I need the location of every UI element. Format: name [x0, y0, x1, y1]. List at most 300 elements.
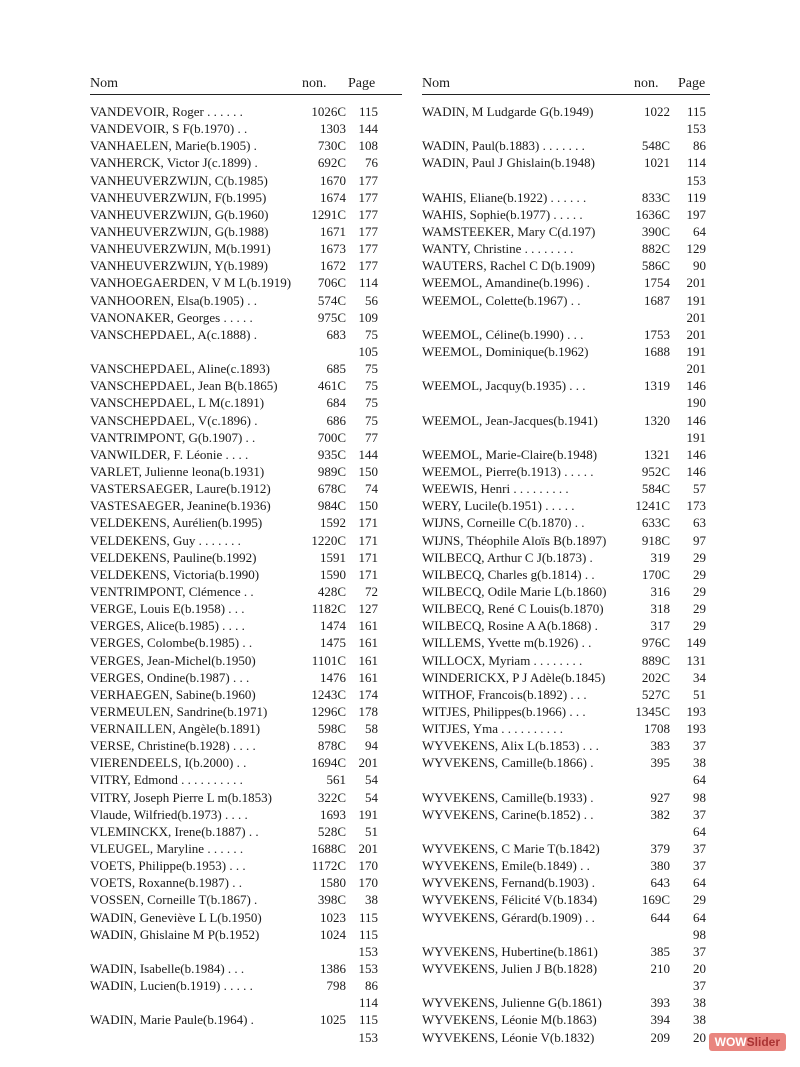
entry-name: WYVEKENS, Gérard(b.1909) . . — [422, 909, 595, 925]
index-entry — [90, 1029, 402, 1046]
entry-non: 1590 — [320, 566, 346, 582]
index-entry — [422, 172, 710, 189]
entry-non: 1241C — [635, 498, 670, 514]
index-entry — [422, 480, 710, 497]
entry-non: 209 — [650, 1029, 670, 1045]
entry-name: VELDEKENS, Pauline(b.1992) — [90, 549, 257, 565]
index-entry — [422, 326, 710, 343]
index-entry — [90, 771, 402, 788]
index-entry — [90, 223, 402, 240]
index-entry — [90, 583, 402, 600]
entry-name: VANHAELEN, Marie(b.1905) . — [90, 138, 257, 154]
entry-name: VOETS, Roxanne(b.1987) . . — [90, 875, 243, 891]
entry-name: WADIN, Geneviève L L(b.1950) — [90, 909, 262, 925]
entry-non: 683 — [326, 326, 346, 342]
entry-page: 191 — [686, 292, 706, 308]
index-entry — [90, 343, 402, 360]
entry-non: 574C — [317, 292, 346, 308]
entry-page: 75 — [365, 395, 378, 411]
entry-page: 64 — [693, 223, 706, 239]
entry-non: 976C — [641, 635, 670, 651]
index-entry — [422, 943, 710, 960]
entry-non: 935C — [317, 446, 346, 462]
entry-non: 1243C — [311, 686, 346, 702]
entry-non: 317 — [650, 618, 670, 634]
entry-page: 161 — [358, 652, 378, 668]
index-entry — [422, 377, 710, 394]
entry-non: 1022 — [644, 104, 670, 119]
index-entry — [90, 206, 402, 223]
entry-page: 51 — [693, 686, 706, 702]
entry-page: 37 — [693, 841, 706, 857]
entry-page: 201 — [686, 309, 706, 325]
entry-non: 1320 — [644, 412, 670, 428]
entry-page: 20 — [693, 1029, 706, 1045]
entry-name: VANHEUVERZWIJN, M(b.1991) — [90, 241, 271, 257]
entry-page: 115 — [358, 909, 378, 925]
index-entry — [90, 823, 402, 840]
entry-page: 63 — [693, 515, 706, 531]
index-entry — [422, 977, 710, 994]
index-entry — [422, 737, 710, 754]
entry-page: 146 — [686, 463, 706, 479]
entry-page: 75 — [365, 412, 378, 428]
entry-non: 1674 — [320, 189, 346, 205]
index-entry — [90, 120, 402, 137]
index-entry — [90, 789, 402, 806]
index-entry — [90, 566, 402, 583]
entry-page: 72 — [365, 583, 378, 599]
index-entry — [90, 549, 402, 566]
entry-page: 144 — [358, 446, 378, 462]
index-entry — [422, 240, 710, 257]
index-rows-right — [422, 103, 710, 1046]
index-entry — [90, 360, 402, 377]
entry-name: VERNAILLEN, Angèle(b.1891) — [90, 721, 261, 737]
index-column-right — [422, 76, 710, 1046]
entry-page: 129 — [686, 241, 706, 257]
entry-non: 1303 — [320, 121, 346, 137]
entry-name: VANSCHEPDAEL, Jean B(b.1865) — [90, 378, 278, 394]
index-entry — [90, 326, 402, 343]
index-entry — [422, 720, 710, 737]
index-entry — [90, 686, 402, 703]
entry-name: VANTRIMPONT, G(b.1907) . . — [90, 429, 256, 445]
entry-non: 1476 — [320, 669, 346, 685]
index-entry — [422, 103, 710, 120]
index-entry — [422, 926, 710, 943]
entry-page: 34 — [693, 669, 706, 685]
entry-page: 29 — [693, 566, 706, 582]
entry-non: 1688 — [644, 343, 670, 359]
index-entry — [90, 600, 402, 617]
entry-non: 428C — [317, 583, 346, 599]
entry-non: 678C — [317, 481, 346, 497]
entry-non: 548C — [641, 138, 670, 154]
index-entry — [422, 1029, 710, 1046]
index-entry — [422, 1011, 710, 1028]
entry-page: 173 — [686, 498, 706, 514]
entry-non: 878C — [317, 738, 346, 754]
entry-page: 171 — [358, 515, 378, 531]
entry-page: 38 — [693, 755, 706, 771]
entry-name: VASTESAEGER, Jeanine(b.1936) — [90, 498, 271, 514]
entry-page: 153 — [686, 121, 706, 137]
index-entry — [90, 1011, 402, 1028]
entry-name: WINDERICKX, P J Adèle(b.1845) — [422, 669, 606, 685]
entry-page: 115 — [358, 926, 378, 942]
entry-non: 1021 — [644, 155, 670, 171]
entry-page: 38 — [693, 995, 706, 1011]
entry-page: 37 — [693, 978, 706, 994]
entry-page: 56 — [365, 292, 378, 308]
entry-name: WYVEKENS, Camille(b.1866) . — [422, 755, 594, 771]
column-header — [422, 76, 710, 95]
index-entry — [90, 840, 402, 857]
watermark-logo: WOWSlider — [709, 1033, 786, 1051]
entry-non: 1687 — [644, 292, 670, 308]
entry-non: 1670 — [320, 172, 346, 188]
entry-non: 1592 — [320, 515, 346, 531]
entry-page: 153 — [358, 943, 378, 959]
index-entry — [422, 857, 710, 874]
index-entry — [422, 223, 710, 240]
entry-page: 146 — [686, 446, 706, 462]
index-entry — [90, 891, 402, 908]
index-entry — [422, 806, 710, 823]
entry-name: WILBECQ, René C Louis(b.1870) — [422, 601, 604, 617]
entry-name: VOETS, Philippe(b.1953) . . . — [90, 858, 246, 874]
entry-page: 153 — [358, 961, 378, 977]
entry-page: 193 — [686, 721, 706, 737]
entry-name: VANSCHEPDAEL, V(c.1896) . — [90, 412, 258, 428]
entry-name: VANHEUVERZWIJN, G(b.1988) — [90, 223, 269, 239]
index-entry — [422, 309, 710, 326]
entry-page: 29 — [693, 618, 706, 634]
entry-name: VERGES, Colombe(b.1985) . . — [90, 635, 253, 651]
entry-name: WILBECQ, Rosine A A(b.1868) . — [422, 618, 598, 634]
entry-name: WYVEKENS, Hubertine(b.1861) — [422, 943, 598, 959]
entry-name: WADIN, Paul(b.1883) . . . . . . . — [422, 138, 585, 154]
entry-name: WADIN, Isabelle(b.1984) . . . — [90, 961, 245, 977]
entry-name: WYVEKENS, Alix L(b.1853) . . . — [422, 738, 599, 754]
index-entry — [422, 789, 710, 806]
index-entry — [90, 737, 402, 754]
entry-name: VANDEVOIR, S F(b.1970) . . — [90, 121, 248, 137]
entry-name: WEEMOL, Jacquy(b.1935) . . . — [422, 378, 586, 394]
entry-page: 171 — [358, 532, 378, 548]
entry-page: 153 — [686, 172, 706, 188]
entry-name: WYVEKENS, Carine(b.1852) . . — [422, 806, 594, 822]
index-entry — [90, 257, 402, 274]
entry-non: 393 — [650, 995, 670, 1011]
index-entry — [90, 960, 402, 977]
entry-name: WEEMOL, Dominique(b.1962) — [422, 343, 589, 359]
entry-non: 1182C — [311, 601, 346, 617]
index-entry — [422, 412, 710, 429]
entry-non: 598C — [317, 721, 346, 737]
entry-non: 380 — [650, 858, 670, 874]
entry-non: 1693 — [320, 806, 346, 822]
entry-name: VELDEKENS, Aurélien(b.1995) — [90, 515, 263, 531]
entry-page: 119 — [686, 189, 706, 205]
entry-page: 178 — [358, 703, 378, 719]
entry-name: VANHEUVERZWIJN, G(b.1960) — [90, 206, 269, 222]
entry-page: 57 — [693, 481, 706, 497]
entry-page: 20 — [693, 961, 706, 977]
index-entry — [422, 994, 710, 1011]
entry-page: 177 — [358, 206, 378, 222]
index-entry — [90, 377, 402, 394]
entry-name: Vlaude, Wilfried(b.1973) . . . . — [90, 806, 248, 822]
entry-non: 394 — [650, 1012, 670, 1028]
entry-page: 77 — [365, 429, 378, 445]
index-entry — [422, 532, 710, 549]
entry-page: 177 — [358, 241, 378, 257]
entry-non: 385 — [650, 943, 670, 959]
entry-page: 29 — [693, 601, 706, 617]
entry-page: 177 — [358, 223, 378, 239]
entry-page: 98 — [693, 926, 706, 942]
entry-page: 86 — [693, 138, 706, 154]
entry-page: 37 — [693, 738, 706, 754]
entry-name: WYVEKENS, Julienne G(b.1861) — [422, 995, 602, 1011]
entry-non: 379 — [650, 841, 670, 857]
entry-non: 1673 — [320, 241, 346, 257]
entry-name: WEEMOL, Jean-Jacques(b.1941) — [422, 412, 598, 428]
header-nom: Nom — [90, 76, 118, 91]
index-entry — [90, 446, 402, 463]
index-entry — [90, 412, 402, 429]
index-entry — [422, 120, 710, 137]
entry-name: VOSSEN, Corneille T(b.1867) . — [90, 892, 258, 908]
entry-page: 201 — [358, 755, 378, 771]
entry-non: 398C — [317, 892, 346, 908]
entry-name: WEEMOL, Amandine(b.1996) . — [422, 275, 590, 291]
entry-page: 190 — [686, 395, 706, 411]
entry-page: 161 — [358, 618, 378, 634]
entry-name: WAUTERS, Rachel C D(b.1909) — [422, 258, 595, 274]
index-entry — [90, 977, 402, 994]
index-entry — [422, 463, 710, 480]
entry-name: VANWILDER, F. Léonie . . . . — [90, 446, 249, 462]
entry-non: 1386 — [320, 961, 346, 977]
entry-page: 161 — [358, 669, 378, 685]
entry-page: 54 — [365, 789, 378, 805]
entry-page: 191 — [686, 343, 706, 359]
index-entry — [90, 617, 402, 634]
entry-page: 201 — [686, 326, 706, 342]
entry-non: 1101C — [311, 652, 346, 668]
entry-name: WILLEMS, Yvette m(b.1926) . . — [422, 635, 592, 651]
index-entry — [90, 292, 402, 309]
entry-page: 37 — [693, 806, 706, 822]
entry-name: WEEMOL, Pierre(b.1913) . . . . . — [422, 463, 594, 479]
entry-name: VARLET, Julienne leona(b.1931) — [90, 463, 265, 479]
entry-non: 1475 — [320, 635, 346, 651]
entry-name: VASTERSAEGER, Laure(b.1912) — [90, 481, 271, 497]
entry-non: 1220C — [311, 532, 346, 548]
index-entry — [422, 771, 710, 788]
entry-name: VANONAKER, Georges . . . . . — [90, 309, 253, 325]
entry-page: 115 — [358, 104, 378, 119]
entry-page: 193 — [686, 703, 706, 719]
index-entry — [422, 703, 710, 720]
entry-page: 191 — [358, 806, 378, 822]
index-entry — [422, 549, 710, 566]
entry-non: 952C — [641, 463, 670, 479]
entry-name: VELDEKENS, Victoria(b.1990) — [90, 566, 260, 582]
index-entry — [422, 909, 710, 926]
entry-page: 127 — [358, 601, 378, 617]
entry-non: 1694C — [311, 755, 346, 771]
entry-name: WEEMOL, Marie-Claire(b.1948) — [422, 446, 598, 462]
entry-non: 798 — [326, 978, 346, 994]
entry-page: 114 — [358, 995, 378, 1011]
entry-non: 316 — [650, 583, 670, 599]
entry-page: 146 — [686, 412, 706, 428]
entry-non: 395 — [650, 755, 670, 771]
index-column-left — [90, 76, 402, 1046]
entry-page: 150 — [358, 498, 378, 514]
entry-non: 169C — [641, 892, 670, 908]
index-entry — [422, 583, 710, 600]
entry-page: 201 — [686, 361, 706, 377]
index-entry — [90, 274, 402, 291]
entry-page: 144 — [358, 121, 378, 137]
entry-non: 1024 — [320, 926, 346, 942]
entry-name: WADIN, Ghislaine M P(b.1952) — [90, 926, 260, 942]
index-entry — [422, 566, 710, 583]
header-non: non. — [634, 76, 659, 91]
index-entry — [90, 926, 402, 943]
index-entry — [90, 514, 402, 531]
index-entry — [90, 154, 402, 171]
entry-name: WYVEKENS, Julien J B(b.1828) — [422, 961, 598, 977]
entry-name: WYVEKENS, Félicité V(b.1834) — [422, 892, 598, 908]
entry-page: 38 — [693, 1012, 706, 1028]
entry-non: 383 — [650, 738, 670, 754]
entry-non: 1296C — [311, 703, 346, 719]
column-header — [90, 76, 402, 95]
entry-non: 706C — [317, 275, 346, 291]
entry-page: 37 — [693, 858, 706, 874]
entry-non: 390C — [641, 223, 670, 239]
entry-page: 94 — [365, 738, 378, 754]
entry-page: 29 — [693, 583, 706, 599]
entry-page: 29 — [693, 892, 706, 908]
entry-name: WADIN, M Ludgarde G(b.1949) — [422, 104, 594, 119]
entry-non: 700C — [317, 429, 346, 445]
entry-page: 90 — [693, 258, 706, 274]
entry-page: 177 — [358, 189, 378, 205]
entry-non: 644 — [650, 909, 670, 925]
entry-non: 1580 — [320, 875, 346, 891]
entry-non: 1319 — [644, 378, 670, 394]
entry-non: 1753 — [644, 326, 670, 342]
index-entry — [90, 172, 402, 189]
entry-non: 685 — [326, 361, 346, 377]
entry-page: 75 — [365, 361, 378, 377]
entry-name: VANSCHEPDAEL, A(c.1888) . — [90, 326, 257, 342]
entry-name: VERMEULEN, Sandrine(b.1971) — [90, 703, 268, 719]
entry-name: WIJNS, Théophile Aloïs B(b.1897) — [422, 532, 607, 548]
index-entry — [422, 617, 710, 634]
entry-name: VELDEKENS, Guy . . . . . . . — [90, 532, 241, 548]
entry-non: 833C — [641, 189, 670, 205]
entry-page: 161 — [358, 635, 378, 651]
entry-name: WEEMOL, Colette(b.1967) . . — [422, 292, 581, 308]
entry-non: 1636C — [635, 206, 670, 222]
index-entry — [422, 394, 710, 411]
entry-page: 54 — [365, 772, 378, 788]
entry-page: 64 — [693, 875, 706, 891]
index-entry — [90, 137, 402, 154]
index-entry — [90, 532, 402, 549]
entry-non: 1026C — [311, 104, 346, 119]
index-entry — [422, 669, 710, 686]
entry-page: 109 — [358, 309, 378, 325]
entry-page: 37 — [693, 943, 706, 959]
entry-non: 684 — [326, 395, 346, 411]
entry-name: VERGES, Ondine(b.1987) . . . — [90, 669, 250, 685]
index-entry — [422, 823, 710, 840]
entry-name: VERGE, Louis E(b.1958) . . . — [90, 601, 245, 617]
entry-page: 58 — [365, 721, 378, 737]
entry-non: 692C — [317, 155, 346, 171]
entry-non: 561 — [326, 772, 346, 788]
entry-name: VERGES, Jean-Michel(b.1950) — [90, 652, 256, 668]
entry-name: VITRY, Edmond . . . . . . . . . . — [90, 772, 243, 788]
index-entry — [90, 189, 402, 206]
index-entry — [90, 480, 402, 497]
entry-page: 191 — [686, 429, 706, 445]
index-entry — [90, 994, 402, 1011]
index-entry — [422, 686, 710, 703]
entry-name: WIJNS, Corneille C(b.1870) . . — [422, 515, 585, 531]
entry-page: 131 — [686, 652, 706, 668]
entry-name: WILBECQ, Arthur C J(b.1873) . — [422, 549, 593, 565]
entry-name: VANHOEGAERDEN, V M L(b.1919) — [90, 275, 292, 291]
entry-page: 64 — [693, 909, 706, 925]
entry-page: 76 — [365, 155, 378, 171]
entry-page: 177 — [358, 258, 378, 274]
index-entry — [422, 274, 710, 291]
entry-page: 64 — [693, 772, 706, 788]
entry-page: 114 — [358, 275, 378, 291]
entry-non: 686 — [326, 412, 346, 428]
index-entry — [422, 206, 710, 223]
entry-page: 174 — [358, 686, 378, 702]
entry-non: 643 — [650, 875, 670, 891]
entry-name: WAHIS, Eliane(b.1922) . . . . . . — [422, 189, 587, 205]
entry-name: VLEUGEL, Maryline . . . . . . — [90, 841, 244, 857]
entry-name: WILLOCX, Myriam . . . . . . . . — [422, 652, 583, 668]
entry-page: 197 — [686, 206, 706, 222]
entry-non: 1291C — [311, 206, 346, 222]
entry-page: 98 — [693, 789, 706, 805]
index-entry — [422, 343, 710, 360]
entry-page: 51 — [365, 823, 378, 839]
index-entry — [90, 497, 402, 514]
entry-name: VANDEVOIR, Roger . . . . . . — [90, 104, 243, 119]
entry-non: 319 — [650, 549, 670, 565]
entry-page: 171 — [358, 566, 378, 582]
index-entry — [422, 634, 710, 651]
entry-non: 918C — [641, 532, 670, 548]
entry-page: 86 — [365, 978, 378, 994]
index-entry — [422, 514, 710, 531]
